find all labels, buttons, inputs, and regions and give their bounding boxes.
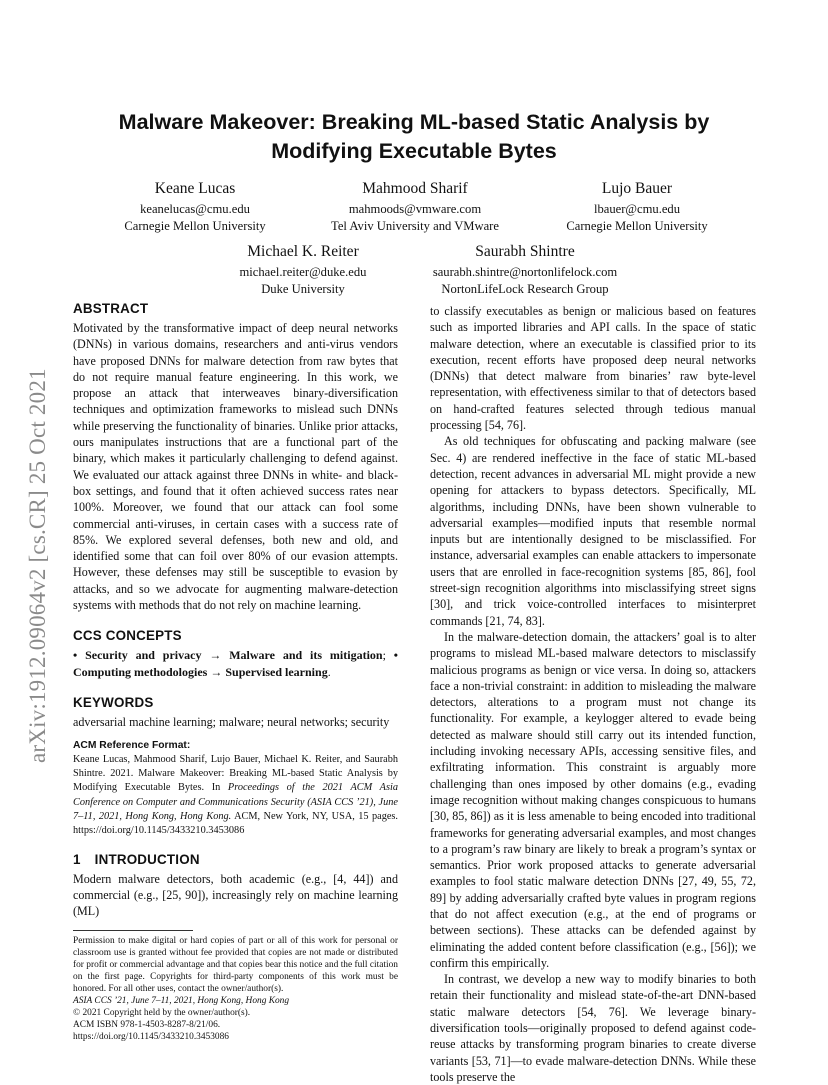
author-name: Saurabh Shintre	[475, 243, 575, 260]
ccs-item-2: Supervised learning	[225, 664, 328, 679]
acm-reference-proceedings: Proceedings of the 2021 ACM Asia Conference on Computer and Communications Security (ASIA CCS ’21), June 7–11, 2021, Hong Kong, Hong Kong.	[73, 782, 398, 822]
intro-heading	[73, 851, 398, 869]
permission-text: Permission to make digital or hard copies of part or all of this work for personal or classroom use is granted without fee provided that copies are not made or distributed for profit or commercial advantage and that copies bear this notice and the full citation on the first page. Copyrights for third-party components of this work must be honored. For all other uses, contact the owner/author(s).	[73, 935, 398, 995]
ccs-arrow-2: →	[207, 664, 226, 679]
acm-reference-part-a: Keane Lucas, Mahmood Sharif, Lujo Bauer, Michael K. Reiter, and Saurabh Shintre. 2021. Malware Makeover: Breaking ML-based Static Analysis by Modifying Executable Bytes. In	[73, 754, 398, 794]
right-column	[430, 303, 756, 1085]
doi-line: https://doi.org/10.1145/3433210.3453086	[73, 1032, 229, 1043]
keywords-text: adversarial machine learning; malware; neural networks; security	[73, 714, 390, 729]
acm-reference-heading: ACM Reference Format:	[73, 740, 191, 752]
author-name: Lujo Bauer	[601, 180, 673, 197]
ccs-heading: CCS CONCEPTS	[73, 628, 182, 644]
author-block	[537, 178, 737, 235]
author-name: Mahmood Sharif	[362, 180, 468, 197]
intro-paragraph: Modern malware detectors, both academic (e.g., [4, 44]) and commercial (e.g., [25, 90]), increasingly rely on machine learning (ML)	[73, 871, 398, 919]
left-column	[73, 300, 398, 1044]
ccs-bullet-2: • Computing methodologies	[73, 648, 398, 679]
author-affiliation: Duke University	[261, 282, 345, 296]
isbn-line: ACM ISBN 978-1-4503-8287-8/21/06.	[73, 1020, 221, 1031]
ccs-separator: ;	[382, 648, 394, 663]
author-email: saurabh.shintre@nortonlifelock.com	[432, 265, 618, 279]
arxiv-stamp	[22, 283, 52, 763]
title-line-2: Modifying Executable Bytes	[271, 139, 557, 163]
copyright-line: © 2021 Copyright held by the owner/author(s).	[73, 1008, 251, 1019]
paper-title	[90, 108, 738, 166]
author-block	[95, 178, 295, 235]
author-block	[405, 241, 645, 298]
author-name: Keane Lucas	[154, 180, 236, 197]
footnote-divider	[73, 930, 193, 931]
keywords-heading: KEYWORDS	[73, 694, 154, 710]
abstract-heading: ABSTRACT	[73, 301, 149, 316]
author-email: michael.reiter@duke.edu	[239, 265, 367, 279]
author-name: Michael K. Reiter	[247, 243, 359, 260]
author-email: lbauer@cmu.edu	[593, 202, 681, 216]
body-paragraph: to classify executables as benign or malicious based on features such as imported libraries and API calls. In the space of static malware detection, where an executable is classified prior to its execution, recent efforts have proposed deep neural networks (DNNs) that detect malware from binaries’ raw byte-level representation, with effectiveness similar to that of detectors based on hand-crafted features selected through tedious manual processing [54, 76].	[430, 304, 756, 433]
author-affiliation: NortonLifeLock Research Group	[441, 282, 609, 296]
abstract-text: Motivated by the transformative impact of deep neural networks (DNNs) in various domains, researchers and anti-virus vendors have proposed DNNs for malware detection from raw bytes that do not require manual feature engineering. In this work, we propose an attack that interweaves binary-diversification techniques and optimization frameworks to mislead such DNNs while preserving the functionality of binaries. Unlike prior attacks, ours manipulates instructions that are a functional part of the binary, which makes it particularly challenging to defend against. We evaluated our attack against three DNNs in white- and black-box settings, and found that it often achieved success rates near 100%. Moreover, we found that our attack can fool some commercial anti-viruses, in certain cases with a success rate of 85%. We explored several defenses, both new and old, and identified some that can foil over 80% of our evasion attempts. However, these defenses may still be susceptible to evasion by attacks, and so we advocate for augmenting malware-detection systems with methods that do not rely on machine learning.	[73, 321, 398, 613]
permission-notice	[73, 935, 398, 1044]
ccs-item-1: Malware and its mitigation	[229, 648, 383, 663]
ccs-arrow-1: →	[201, 648, 230, 663]
title-line-1: Malware Makeover: Breaking ML-based Static Analysis by	[118, 110, 710, 134]
ccs-bullet-1: • Security and privacy	[73, 648, 202, 663]
body-paragraph: In contrast, we develop a new way to modify binaries to both retain their functionality and mislead state-of-the-art DNN-based static malware detectors [54, 76]. We leverage binary-diversification tools—originally proposed to defend against code-reuse attacks by transforming program binaries to create diverse variants [53, 71]—to evade malware-detection DNNs. While these tools preserve the	[430, 972, 756, 1084]
body-paragraph: In the malware-detection domain, the attackers’ goal is to alter programs to mislead ML-based malware detectors to misclassify malicious programs as benign or vice versa. In doing so, attackers face a non-trivial constraint: in addition to misleading the malware detectors, alterations to a program must not change its functionality. For example, a keylogger altered to evade being detected as malware should still carry out its intended function, including invoking necessary APIs, accessing sensitive files, and exfiltrating information. This constraint is arguably more challenging than ones imposed by other domains (e.g., evading image recognition without making changes conspicuous to humans [30, 85, 86]) as it is less amenable to being encoded into traditional frameworks for generating adversarial examples, and most changes to a program’s raw binary are likely to break a program’s syntax or semantics. Prior work proposed attacks to generate adversarial examples to fool static malware detection DNNs [27, 49, 55, 72, 89] by adding adversarially crafted byte values in program regions that do not affect execution (e.g., at the end of programs or between sections). These attacks can be defended against by eliminating the added content before classification (e.g., [56]); we confirm this empirically.	[430, 629, 756, 970]
venue-line	[73, 995, 398, 1007]
author-affiliation: Carnegie Mellon University	[124, 219, 266, 233]
ccs-concepts	[73, 647, 398, 680]
author-affiliation: Carnegie Mellon University	[566, 219, 708, 233]
arxiv-stamp-text: arXiv:1912.09064v2 [cs.CR] 25 Oct 2021	[25, 368, 50, 763]
author-affiliation: Tel Aviv University and VMware	[331, 219, 499, 233]
author-email: mahmoods@vmware.com	[348, 202, 482, 216]
section-title: INTRODUCTION	[94, 851, 200, 867]
venue-text: ASIA CCS ’21, June 7–11, 2021, Hong Kong, Hong Kong	[73, 996, 290, 1007]
author-block	[300, 178, 530, 235]
body-paragraph: As old techniques for obfuscating and packing malware (see Sec. 4) are rendered ineffective in the face of static ML-based detection, recent advances in adversarial ML might provide a new opening for attackers to bypass detectors. Specifically, ML algorithms, including DNNs, have been shown vulnerable to adversarial examples—modified inputs that resemble normal inputs but are intentionally designed to be misclassified. For instance, adversarial examples can enable attackers to impersonate users that are enrolled in face-recognition systems [85, 86], fool street-sign recognition algorithms into misclassifying street signs [30], and trick voice-controlled interfaces to misinterpret commands [21, 74, 83].	[430, 434, 756, 628]
author-block	[203, 241, 403, 298]
section-number: 1	[73, 851, 81, 867]
acm-reference-text	[73, 753, 398, 838]
acm-reference-part-b: ACM, New York, NY, USA, 15 pages. https://doi.org/10.1145/3433210.3453086	[73, 810, 399, 836]
author-email: keanelucas@cmu.edu	[140, 202, 250, 216]
ccs-end: .	[327, 664, 331, 679]
